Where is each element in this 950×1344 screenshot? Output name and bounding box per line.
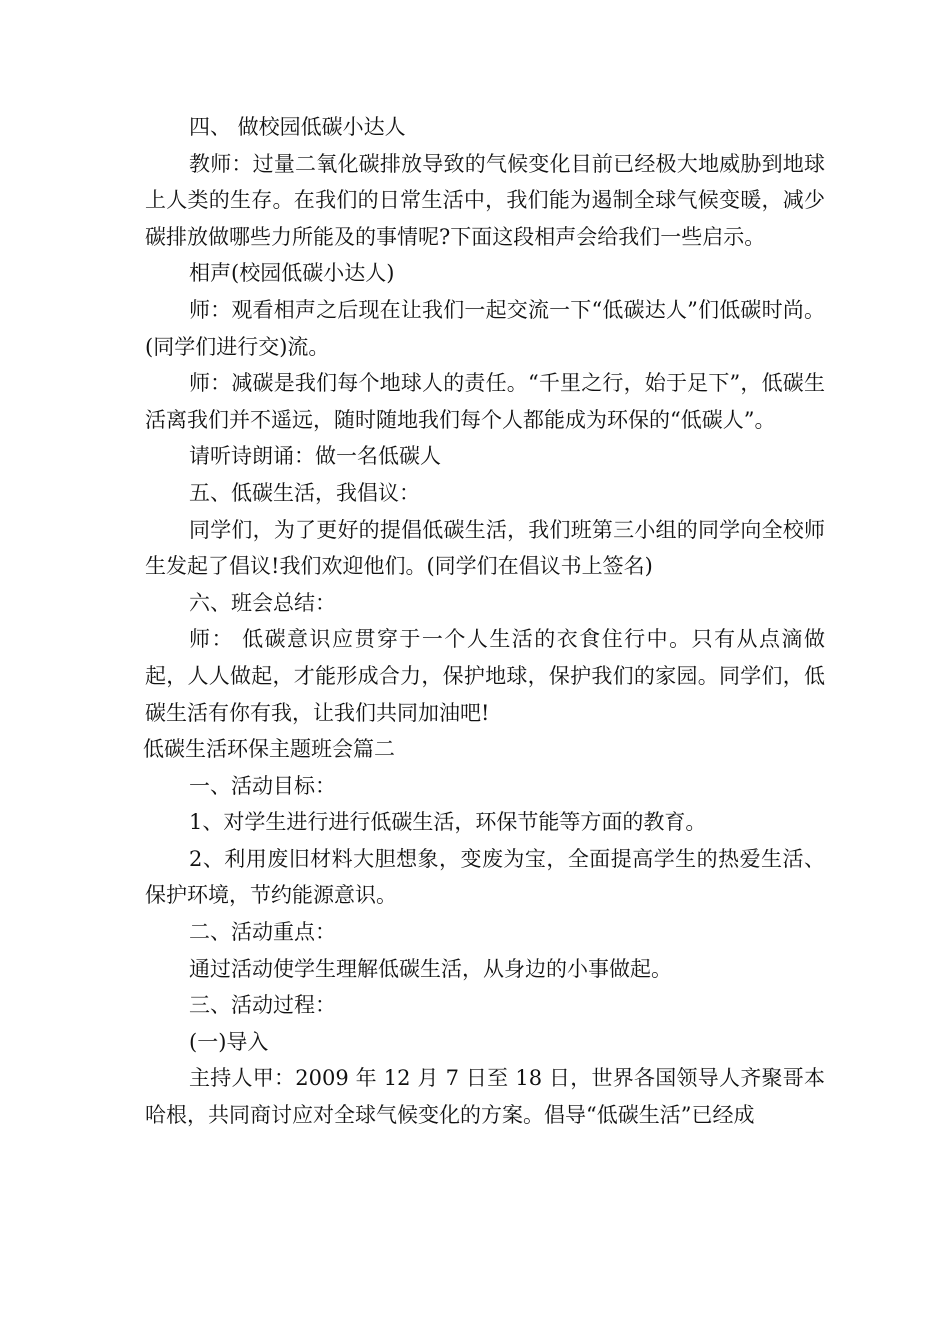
- paragraph-host-a: 主持人甲：2009 年 12 月 7 日至 18 日，世界各国领导人齐聚哥本哈根，共同商讨应对全球气候变化的方案。倡导“低碳生活”已经成: [145, 1066, 825, 1128]
- paragraph-focus: 通过活动使学生理解低碳生活，从身边的小事做起。: [189, 956, 672, 981]
- paragraph-teacher-responsibility: 师：减碳是我们每个地球人的责任。“千里之行，始于足下”，低碳生活离我们并不遥远，随时随地我们每个人都能成为环保的“低碳人”。: [145, 371, 825, 432]
- list-item-goal-2: 2、利用废旧材料大胆想象，变废为宝，全面提高学生的热爱生活、保护环境，节约能源意识。: [145, 846, 825, 908]
- heading-section-4: 四、 做校园低碳小达人: [189, 115, 406, 139]
- paragraph-proposal: 同学们，为了更好的提倡低碳生活，我们班第三小组的同学向全校师生发起了倡议!我们欢迎他们。(同学们在倡议书上签名): [145, 517, 825, 579]
- article-title-part-2: 低碳生活环保主题班会篇二: [143, 737, 395, 762]
- paragraph-poem: 请听诗朗诵：做一名低碳人: [189, 444, 441, 469]
- paragraph-teacher-discussion: 师：观看相声之后现在让我们一起交流一下“低碳达人”们低碳时尚。(同学们进行交)流。: [145, 297, 825, 359]
- heading-activity-focus: 二、活动重点：: [189, 920, 336, 945]
- paragraph-teacher-intro: 教师：过量二氧化碳排放导致的气候变化目前已经极大地威胁到地球上人类的生存。在我们的日常生活中，我们能为遏制全球气候变暖，减少碳排放做哪些力所能及的事情呢?下面这段相声会给我们一些启示。: [145, 151, 825, 249]
- heading-activity-process: 三、活动过程：: [189, 993, 336, 1018]
- heading-activity-goals: 一、活动目标：: [189, 773, 336, 798]
- heading-introduction: (一)导入: [189, 1029, 269, 1054]
- heading-section-5: 五、低碳生活，我倡议：: [189, 480, 420, 505]
- paragraph-crosstalk: 相声(校园低碳小达人): [189, 261, 395, 286]
- heading-section-6: 六、班会总结：: [189, 590, 336, 615]
- paragraph-summary: 师： 低碳意识应贯穿于一个人生活的衣食住行中。只有从点滴做起，人人做起，才能形成合力，保护地球，保护我们的家园。同学们，低碳生活有你有我，让我们共同加油吧!: [145, 627, 825, 725]
- document-body: [145, 109, 825, 1134]
- list-item-goal-1: 1、对学生进行进行低碳生活，环保节能等方面的教育。: [189, 810, 707, 835]
